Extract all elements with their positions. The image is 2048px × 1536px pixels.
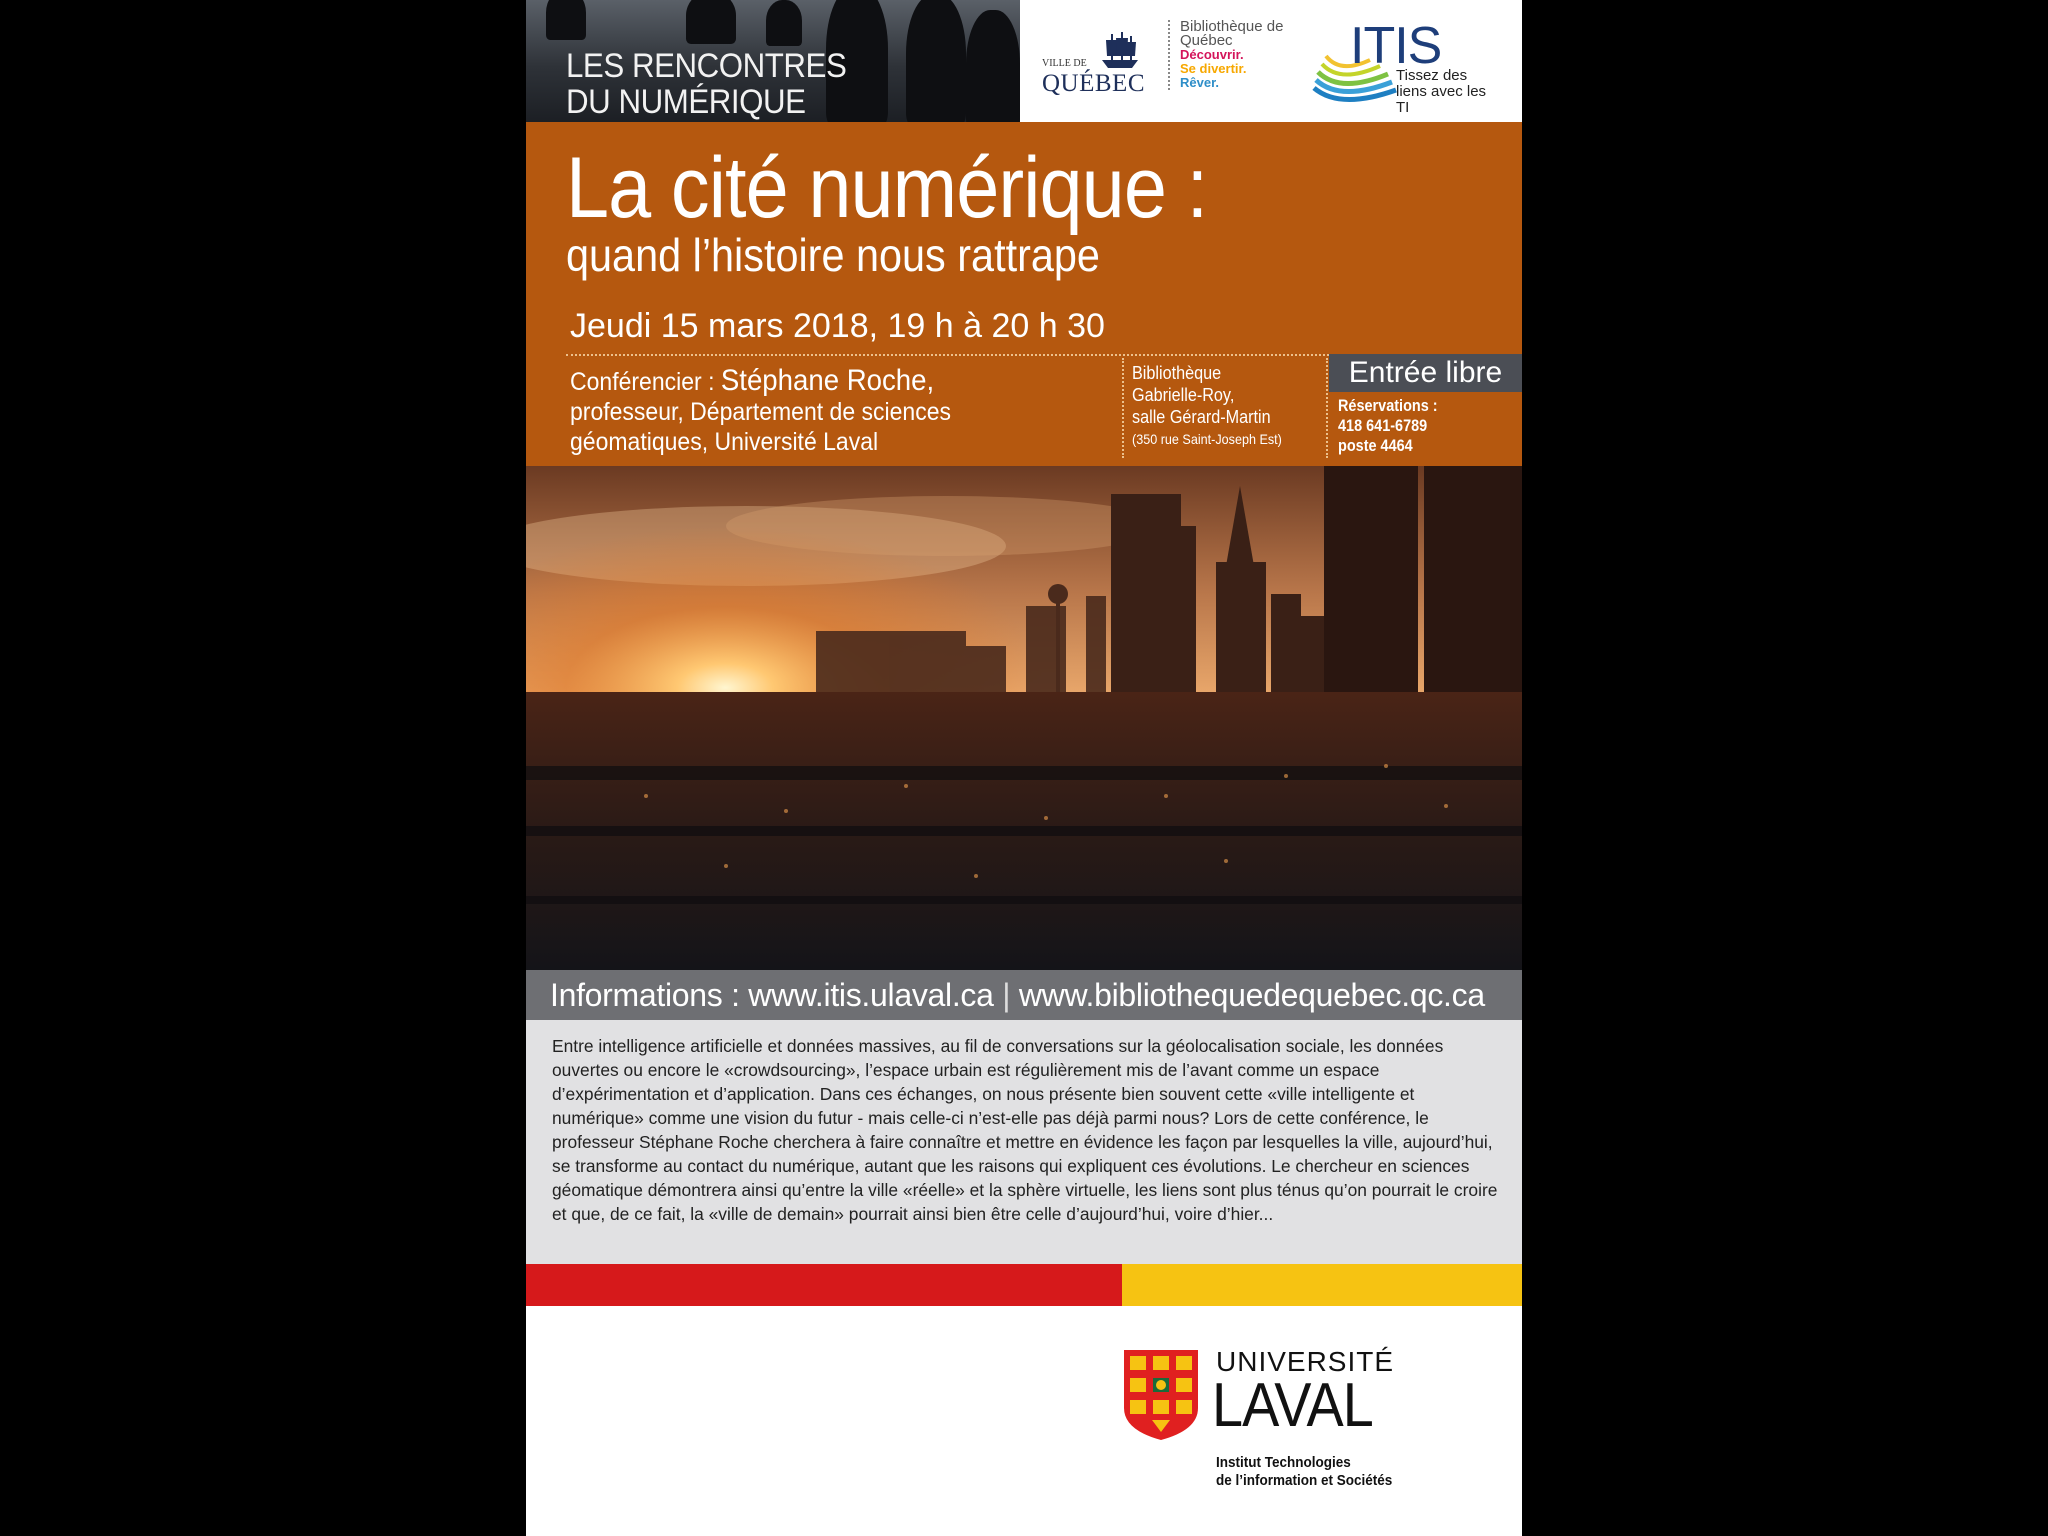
event-poster	[526, 0, 1522, 1536]
quebec-label: QUÉBEC	[1042, 70, 1145, 97]
speaker-block	[570, 366, 951, 457]
series-title	[566, 48, 846, 120]
reservation-label: Réservations :	[1338, 396, 1438, 415]
audience-silhouette	[546, 0, 586, 40]
venue-block	[1132, 362, 1282, 450]
reservation-phone: 418 641-6789	[1338, 416, 1428, 435]
info-label: Informations :	[550, 977, 740, 1013]
institute-line1: Institut Technologies	[1216, 1454, 1351, 1471]
venue-line: Bibliothèque	[1132, 363, 1222, 383]
reservation-block	[1338, 396, 1438, 456]
slogan-se-divertir: Se divertir.	[1180, 61, 1247, 76]
series-title-line2: DU NUMÉRIQUE	[566, 83, 806, 121]
divider	[1122, 358, 1124, 458]
ship-icon	[1098, 30, 1142, 70]
divider	[566, 354, 1329, 356]
itis-logo	[1310, 16, 1510, 116]
audience-silhouette	[686, 0, 736, 44]
series-title-line1: LES RENCONTRES	[566, 47, 847, 85]
event-subtitle: quand l’histoire nous rattrape	[566, 229, 1100, 281]
slogan-decouvrir: Découvrir.	[1180, 47, 1244, 62]
speaker-prefix: Conférencier :	[570, 368, 715, 396]
sponsor-logos	[1020, 0, 1522, 122]
slogan-rever: Rêver.	[1180, 75, 1220, 90]
speaker-title-line: professeur, Département de sciences	[570, 398, 951, 426]
bibliotheque-website-link[interactable]: www.bibliothequedequebec.qc.ca	[1018, 977, 1485, 1013]
city-sunset-photo	[526, 466, 1522, 970]
institute-line2: de l’information et Sociétés	[1216, 1472, 1393, 1489]
itis-wordmark: ITIS	[1350, 17, 1442, 75]
speaker-name: Stéphane Roche,	[720, 364, 935, 397]
reservation-extension: poste 4464	[1338, 436, 1413, 455]
venue-room: salle Gérard-Martin	[1132, 407, 1271, 427]
event-title: La cité numérique :	[566, 140, 1208, 236]
red-stripe	[526, 1264, 1122, 1306]
bibliotheque-name: Bibliothèque de Québec	[1180, 18, 1284, 49]
itis-tagline: Tissez des liens avec les TI	[1396, 67, 1487, 116]
event-description: Entre intelligence artificielle et données massives, au fil de conversations sur la géolocalisation sociale, les données ouvertes ou encore le «crowdsourcing», l’espace urbain est régulièrement mis de l’avant comme un espace d’expérimentation et d’application. Dans ces échanges, on nous présente bien souvent cette «ville intelligente et numérique» comme une vision du futur - mais celle-ci n’est-elle pas déjà parmi nous? Lors de cette conférence, le professeur Stéphane Roche cherchera à faire connaître et mettre en évidence les façon par lesquelles la ville, aujourd’hui, se transforme au contact du numérique, autant que les raisons qui expliquent ces évolutions. Le chercheur en sciences géomatique démontrera ainsi qu’entre la ville «réelle» et la sphère virtuelle, les liens sont plus ténus qu’on pourrait le croire et que, de ce fait, la «ville de demain» pourrait ainsi bien être celle d’aujourd’hui, voire d’hier...	[552, 1036, 1498, 1224]
university-crest-icon	[1122, 1348, 1200, 1442]
venue-line: Gabrielle-Roy,	[1132, 385, 1235, 405]
url-separator: |	[1002, 977, 1011, 1013]
ville-de-quebec-logo	[1040, 30, 1152, 100]
laval-label: LAVAL	[1212, 1371, 1373, 1440]
event-info-band	[526, 122, 1522, 466]
universite-label: UNIVERSITÉ	[1216, 1346, 1395, 1377]
institute-name	[1216, 1454, 1392, 1490]
event-date: Jeudi 15 mars 2018, 19 h à 20 h 30	[570, 307, 1105, 345]
info-bar	[526, 970, 1522, 1020]
itis-website-link[interactable]: www.itis.ulaval.ca	[748, 977, 994, 1013]
header-photo-banner	[526, 0, 1020, 122]
venue-address: (350 rue Saint-Joseph Est)	[1132, 431, 1282, 447]
bibliotheque-logo	[1168, 20, 1300, 90]
audience-silhouette	[966, 10, 1020, 122]
ville-label: VILLE DE	[1042, 58, 1087, 69]
entry-badge: Entrée libre	[1329, 354, 1522, 392]
speaker-affiliation: géomatiques, Université Laval	[570, 428, 879, 456]
audience-silhouette	[906, 0, 966, 122]
audience-silhouette	[766, 0, 802, 46]
divider	[1326, 358, 1328, 458]
description-panel	[526, 1020, 1522, 1264]
universite-laval-logo	[1122, 1346, 1502, 1506]
yellow-stripe	[1122, 1264, 1522, 1306]
